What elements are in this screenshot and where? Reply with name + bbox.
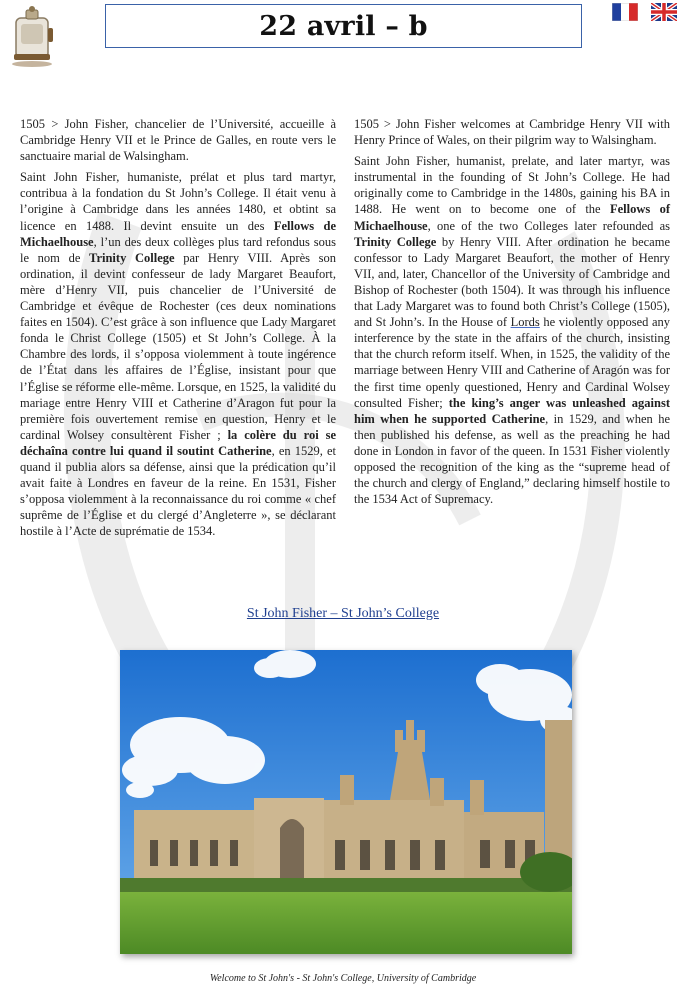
text-run: , en 1529, et quand il publia alors sa défense, ainsi que la prédication qu’il avait faite à Londres en faveur de la reine. En 1531, Fisher s’opposa violemment à la reconnaissance du roi comme « chef suprême de l’Église et du clergé d’Angleterre », se déclarant hostile à l’Acte de suprématie de 1534. xyxy=(20,443,336,539)
french-body xyxy=(20,169,336,539)
french-column xyxy=(20,116,336,544)
text-run: Saint John Fisher, humanist, prelate, and later martyr, was instrumental in the founding of St John’s College. He had originally come to Cambridge in the 1480s, gaining his BA in 1488. He went on to become one of the xyxy=(354,154,670,217)
fellows-michaelhouse-en: Fellows of Michaelhouse xyxy=(354,202,671,233)
english-column xyxy=(354,116,670,512)
logo-lantern-icon xyxy=(8,4,56,68)
college-photo xyxy=(120,650,572,954)
english-intro: 1505 > John Fisher welcomes at Cambridge Henry VII with Henry Prince of Wales, on their pilgrim way to Walsingham. xyxy=(354,117,670,148)
college-link[interactable]: St John Fisher – St John’s College xyxy=(246,606,440,621)
text-run: , in 1529, and when he then published his defense, as well as the preaching he had done in London in favor of the queen. In 1531 Fisher violently opposed the recognition of the king as the “supreme head of the church and clergy of England,” declaring himself hostile to the 1534 Act of Supremacy. xyxy=(354,411,670,507)
text-run: , one of the two Colleges later refounded as xyxy=(427,218,670,233)
english-flag-icon[interactable] xyxy=(651,3,677,21)
trinity-college-fr: Trinity College xyxy=(89,250,175,265)
trinity-college-en: Trinity College xyxy=(354,234,437,249)
page-title: 22 avril – b xyxy=(259,10,428,42)
title-box xyxy=(105,4,582,48)
king-anger-fr: la colère du roi se déchaîna contre lui quand il soutint Catherine xyxy=(20,427,336,458)
lords-word: Lords xyxy=(510,315,540,330)
king-anger-en: the king’s anger was unleashed against him when he supported Catherine xyxy=(354,395,670,426)
french-intro: 1505 > John Fisher, chancelier de l’Université, accueille à Cambridge Henry VII et le Prince de Galles, en route vers le sanctuaire marial de Walsingham. xyxy=(20,117,336,164)
text-run: Saint John Fisher, humaniste, prélat et plus tard martyr, contribua à la fondation du St John’s College. Il était venu à l’origine à Cambridge dans les années 1480, et obtint sa licence en 1488. Il devint ensuite un des xyxy=(20,170,336,233)
text-run: par Henry VIII. Après son ordination, il devint confesseur de lady Margaret Beaufort, mère d’Henry VII, puis chancelier de l’Université de Cambridge et évêque de Rochester (ces deux nominations faites en 1504). C’est grâce à son influence que Lady Margaret fonda le Christ College (1505) et St John’s College. À la Chambre des lords, il s’opposa violemment à toute ingérence de l’État dans les affaires de l’Église, insistant pour que l’Église se réforme elle-même. Lorsque, en 1525, la validité du mariage entre Henry VIII et Catherine d’Aragon fut pour la première fois ouvertement remise en question, Henry et le cardinal Wolsey consultèrent Fisher ; xyxy=(20,250,337,442)
french-flag-icon[interactable] xyxy=(612,3,638,21)
english-body xyxy=(354,153,670,507)
text-run: he violently opposed any interference by the state in the affairs of the church, insisting that the church reform itself. When, in 1525, the validity of the marriage between Henry VIII and Catherine of Aragón was for the first time openly questioned, Henry and Cardinal Wolsey consulted Fisher; xyxy=(354,315,670,410)
text-run: by Henry VIII. After ordination he became confessor to Lady Margaret Beaufort, the mother of Henry VII, and, later, Chancellor of the University of Cambridge and Bishop of Rochester (both 1504). It was through his influence that Lady Margaret was to found both Christ’s College (1505), and St John’s. In the House of xyxy=(354,234,670,330)
text-run: , l’un des deux collèges plus tard refondus sous le nom de xyxy=(20,234,336,265)
photo-caption: Welcome to St John's - St John's College, University of Cambridge xyxy=(209,973,477,984)
college-link-container xyxy=(0,606,686,622)
fellows-michaelhouse-fr: Fellows de Michaelhouse xyxy=(20,218,336,249)
